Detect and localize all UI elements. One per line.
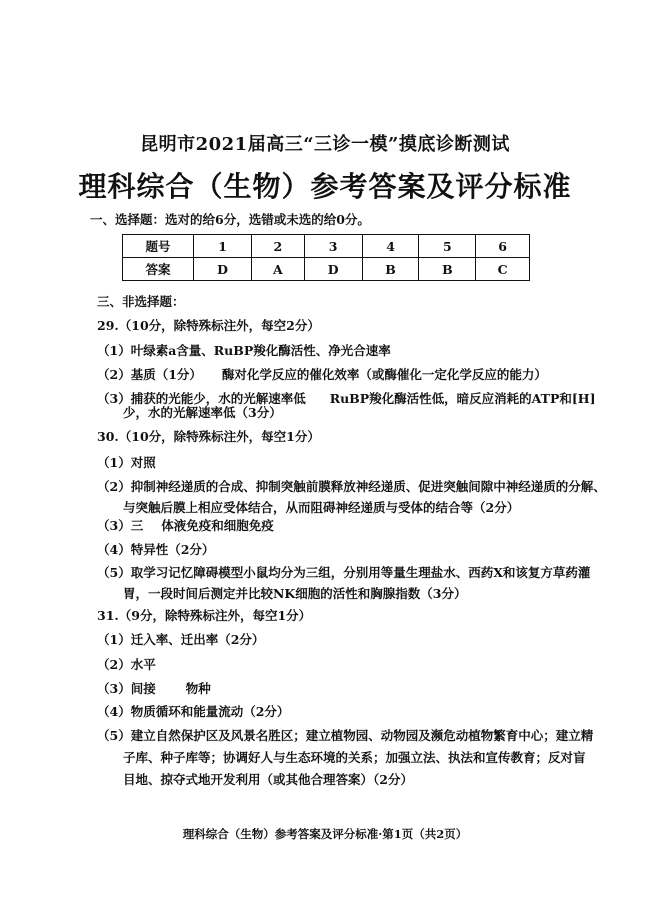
q29-answer-2 bbox=[97, 367, 547, 383]
q31-answer-3 bbox=[97, 681, 211, 697]
page-title: 理科综合（生物）参考答案及评分标准 bbox=[78, 170, 572, 203]
table-cell: 5 bbox=[419, 235, 476, 258]
table-cell: C bbox=[476, 258, 530, 281]
table-cell: 2 bbox=[252, 235, 305, 258]
q31-answer-2: （2）水平 bbox=[97, 657, 156, 672]
answer-table bbox=[122, 234, 530, 281]
table-cell: D bbox=[304, 258, 362, 281]
table-cell: 4 bbox=[362, 235, 419, 258]
q31-answer-5-cont2: 目地、掠夺式地开发利用（或其他合理答案）（2分） bbox=[123, 772, 413, 787]
table-row-numbers bbox=[123, 235, 530, 258]
table-cell: 1 bbox=[194, 235, 252, 258]
q29-answer-3b: RuBP羧化酶活性低，暗反应消耗的ATP和[H] bbox=[329, 391, 596, 406]
q31-answer-3a: （3）间接 bbox=[97, 681, 156, 696]
q29-answer-1: （1）叶绿素a含量、RuBP羧化酶活性、净光合速率 bbox=[97, 343, 391, 358]
page-footer: 理科综合（生物）参考答案及评分标准·第1页（共2页） bbox=[182, 827, 468, 841]
table-cell: D bbox=[194, 258, 252, 281]
exam-title: 昆明市2021届高三“三诊一模”摸底诊断测试 bbox=[140, 134, 510, 155]
table-cell: 题号 bbox=[123, 235, 194, 258]
q31-answer-1: （1）迁入率、迁出率（2分） bbox=[97, 632, 265, 647]
q30-answer-5-cont: 胃，一段时间后测定并比较NK细胞的活性和胸腺指数（3分） bbox=[123, 586, 467, 601]
q30-answer-3a: （3）三 bbox=[97, 518, 144, 533]
section-1-heading: 一、选择题：选对的给6分，选错或未选的给0分。 bbox=[90, 212, 370, 227]
q29-answer-3a: （3）捕获的光能少，水的光解速率低 bbox=[97, 391, 306, 406]
q30-answer-2: （2）抑制神经递质的合成、抑制突触前膜释放神经递质、促进突触间隙中神经递质的分解、 bbox=[97, 479, 606, 494]
q31-answer-4: （4）物质循环和能量流动（2分） bbox=[97, 704, 290, 719]
q31-answer-3b: 物种 bbox=[185, 681, 211, 696]
q30-answer-2-cont: 与突触后膜上相应受体结合，从而阻碍神经递质与受体的结合等（2分） bbox=[123, 500, 520, 515]
q30-answer-3 bbox=[97, 518, 274, 534]
q29-answer-3-cont: 少，水的光解速率低（3分） bbox=[123, 405, 282, 420]
table-cell: 3 bbox=[304, 235, 362, 258]
q29-title: 29.（10分，除特殊标注外，每空2分） bbox=[97, 318, 320, 333]
q30-title: 30.（10分，除特殊标注外，每空1分） bbox=[97, 429, 320, 444]
q30-answer-5: （5）取学习记忆障碍模型小鼠均分为三组，分别用等量生理盐水、西药X和该复方草药灌 bbox=[97, 565, 591, 580]
q30-answer-1: （1）对照 bbox=[97, 455, 156, 470]
table-cell: A bbox=[252, 258, 305, 281]
q30-answer-4: （4）特异性（2分） bbox=[97, 542, 215, 557]
q31-answer-5: （5）建立自然保护区及风景名胜区；建立植物园、动物园及濒危动植物繁育中心；建立精 bbox=[97, 728, 594, 743]
q31-answer-5-cont: 子库、种子库等；协调好人与生态环境的关系；加强立法、执法和宣传教育；反对盲 bbox=[123, 750, 586, 765]
q30-answer-3b: 体液免疫和细胞免疫 bbox=[161, 518, 274, 533]
section-3-heading: 三、非选择题： bbox=[97, 294, 185, 309]
table-cell: B bbox=[419, 258, 476, 281]
q31-title: 31.（9分，除特殊标注外，每空1分） bbox=[97, 608, 312, 623]
table-row-answers bbox=[123, 258, 530, 281]
table-cell: 6 bbox=[476, 235, 530, 258]
table-cell: B bbox=[362, 258, 419, 281]
q29-answer-2b: 酶对化学反应的催化效率（或酶催化一定化学反应的能力） bbox=[221, 367, 547, 382]
q29-answer-2a: （2）基质（1分） bbox=[97, 367, 202, 382]
table-cell: 答案 bbox=[123, 258, 194, 281]
